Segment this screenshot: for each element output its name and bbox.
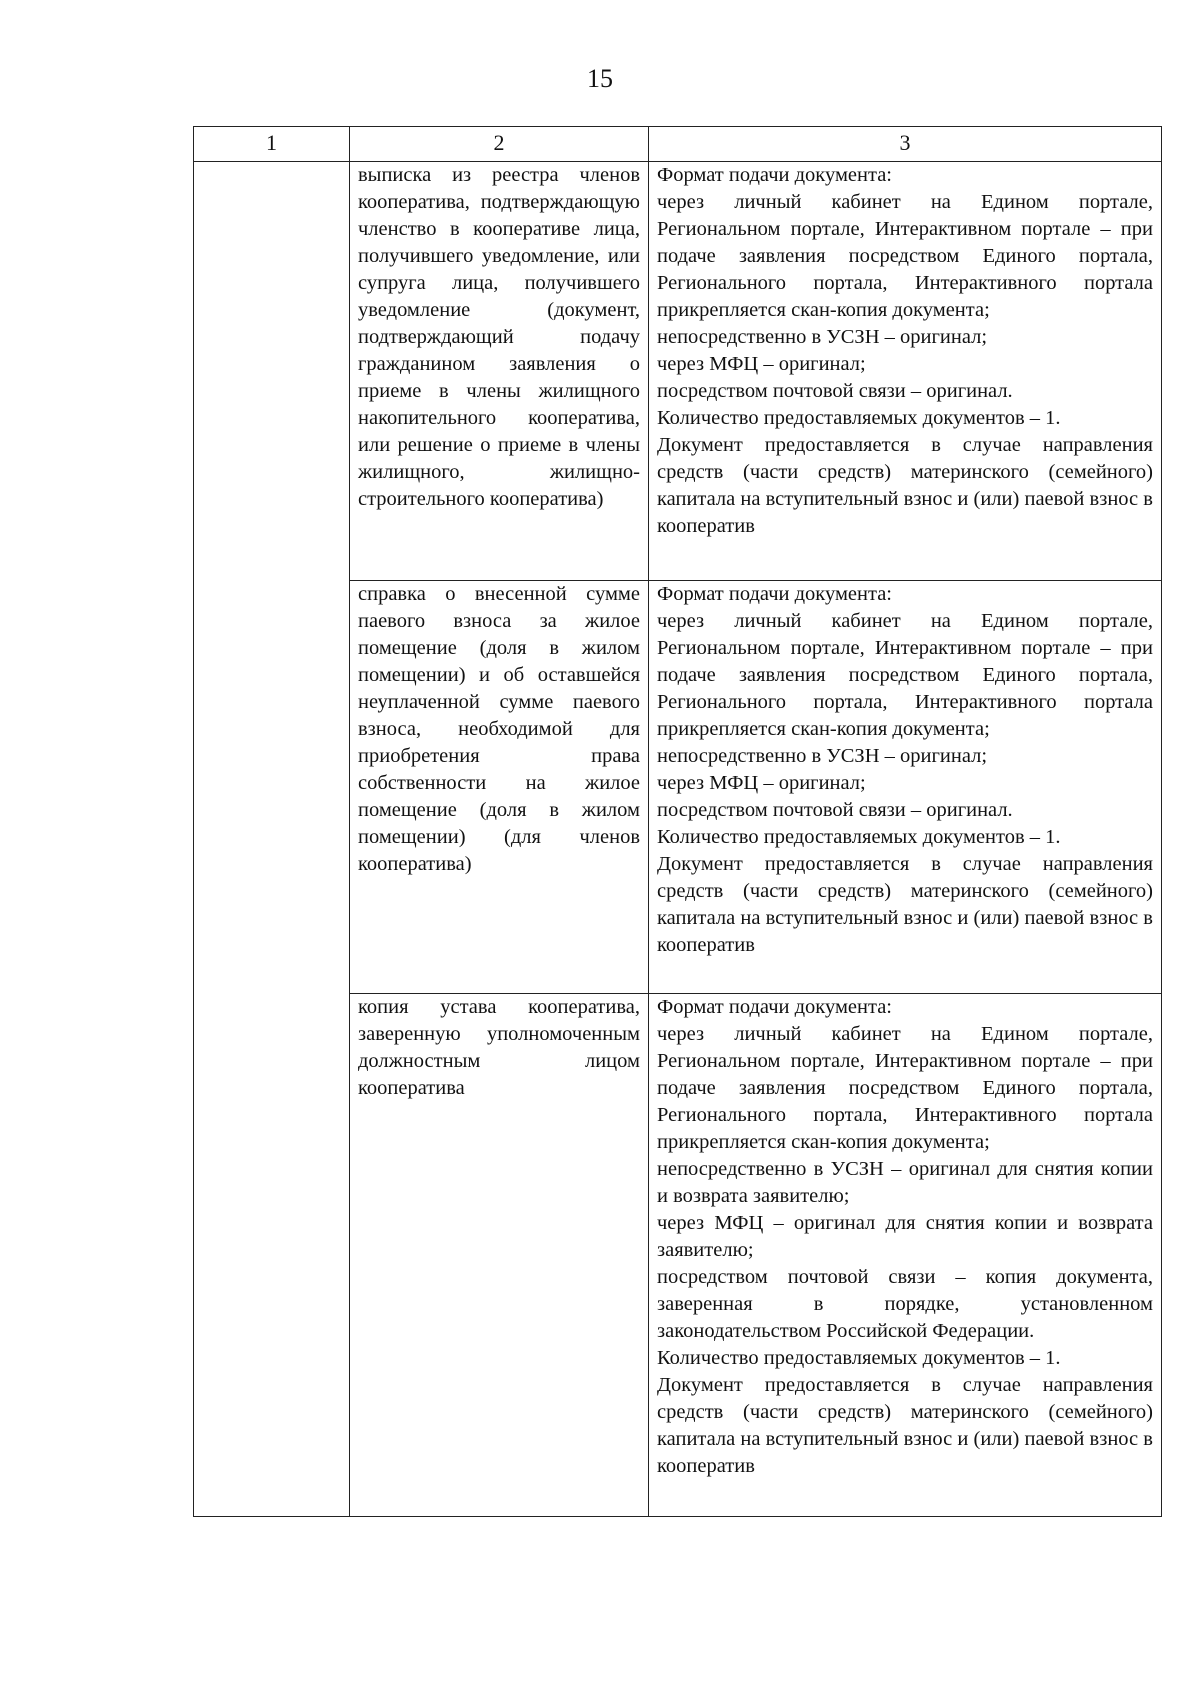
detail-line: Количество предоставляемых документов – 1. [657,1347,1061,1369]
detail-line: непосредственно в УСЗН – оригинал; [657,326,988,348]
document-name-cell: выписка из реестра членов кооператива, подтверждающую членство в кооперативе лица, получившего уведомление, или супруга лица, получившего уведомление (документ, подтверждающий подачу гражданином заявления о приеме в члены жилищного накопительного кооператива, или решение о приеме в члены жилищного, жилищно-строительного кооператива) [350,162,649,581]
document-details-cell [649,994,1162,1517]
column-header-2: 2 [350,127,649,162]
page-number: 15 [587,64,613,93]
detail-line: через личный кабинет на Едином портале, Региональном портале, Интерактивном портале – при подаче заявления посредством Единого портала, Регионального портала, Интерактивного портала прикрепляется скан-копия документа; [657,610,1153,740]
detail-line: Документ предоставляется в случае направления средств (части средств) материнского (семейного) капитала на вступительный взнос и (или) паевой взнос в кооператив [657,1374,1153,1477]
table-header-row [194,127,1162,162]
column-header-3: 3 [649,127,1162,162]
detail-line: посредством почтовой связи – копия документа, заверенная в порядке, установленном законодательством Российской Федерации. [657,1266,1153,1342]
document-name-cell: копия устава кооператива, заверенную уполномоченным должностным лицом кооператива [350,994,649,1517]
detail-line: через МФЦ – оригинал для снятия копии и возврата заявителю; [657,1212,1153,1261]
detail-line: через МФЦ – оригинал; [657,353,866,375]
column-1-cell [194,162,350,1517]
detail-line: Формат подачи документа: [657,996,892,1018]
detail-line: Количество предоставляемых документов – 1. [657,407,1061,429]
detail-line: посредством почтовой связи – оригинал. [657,380,1013,402]
detail-line: Формат подачи документа: [657,583,892,605]
detail-line: через личный кабинет на Едином портале, Региональном портале, Интерактивном портале – при подаче заявления посредством Единого портала, Регионального портала, Интерактивного портала прикрепляется скан-копия документа; [657,191,1153,321]
detail-line: через МФЦ – оригинал; [657,772,866,794]
detail-line: Количество предоставляемых документов – 1. [657,826,1061,848]
detail-line: Документ предоставляется в случае направления средств (части средств) материнского (семейного) капитала на вступительный взнос и (или) паевой взнос в кооператив [657,434,1153,537]
table-row [194,162,1162,581]
detail-line: Документ предоставляется в случае направления средств (части средств) материнского (семейного) капитала на вступительный взнос и (или) паевой взнос в кооператив [657,853,1153,956]
detail-line: непосредственно в УСЗН – оригинал; [657,745,988,767]
detail-line: через личный кабинет на Едином портале, Региональном портале, Интерактивном портале – при подаче заявления посредством Единого портала, Регионального портала, Интерактивного портала прикрепляется скан-копия документа; [657,1023,1153,1153]
document-details-cell [649,162,1162,581]
detail-line: посредством почтовой связи – оригинал. [657,799,1013,821]
document-name-cell: справка о внесенной сумме паевого взноса за жилое помещение (доля в жилом помещении) и об оставшейся неуплаченной сумме паевого взноса, необходимой для приобретения права собственности на жилое помещение (доля в жилом помещении) (для членов кооператива) [350,581,649,994]
document-details-cell [649,581,1162,994]
documents-table [193,126,1162,1517]
detail-line: Формат подачи документа: [657,164,892,186]
column-header-1: 1 [194,127,350,162]
detail-line: непосредственно в УСЗН – оригинал для снятия копии и возврата заявителю; [657,1158,1153,1207]
